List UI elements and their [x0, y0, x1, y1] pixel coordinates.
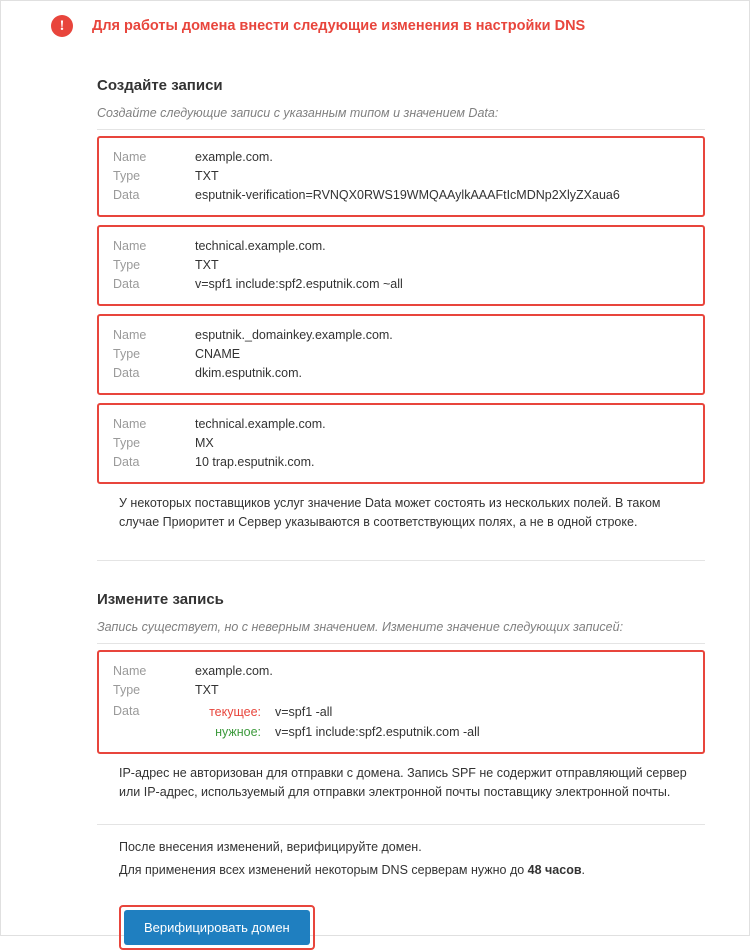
record-data-row — [113, 275, 691, 294]
record-data-label: Data — [113, 366, 140, 380]
verify-domain-button[interactable]: Верифицировать домен — [124, 910, 310, 945]
create-section-title: Создайте записи — [97, 77, 223, 94]
dns-record-1 — [97, 136, 705, 217]
alert-exclamation-icon: ! — [51, 15, 73, 37]
record-name-value: esputnik._domainkey.example.com. — [195, 328, 393, 342]
record-type-label: Type — [113, 258, 141, 272]
divider-footer — [97, 824, 705, 825]
create-section-subtitle: Создайте следующие записи с указанным типом и значением Data: — [97, 106, 499, 120]
record-data-label: Data — [113, 455, 140, 469]
record-data-row — [113, 453, 691, 472]
record-type-label: Type — [113, 436, 141, 450]
divider-middle — [97, 560, 705, 561]
record-name-value: example.com. — [195, 150, 273, 164]
record-data-value: v=spf1 include:spf2.esputnik.com ~all — [195, 277, 403, 291]
record-type-value: TXT — [195, 258, 219, 272]
record-name-value: technical.example.com. — [195, 239, 326, 253]
record-name-label: Name — [113, 417, 147, 431]
record-name-label: Name — [113, 150, 147, 164]
footer-line-2-bold: 48 часов — [527, 863, 582, 877]
record-current-row — [195, 702, 691, 722]
record-type-row — [113, 256, 691, 275]
record-name-value: example.com. — [195, 664, 273, 678]
change-section-note: IP-адрес не авторизован для отправки с домена. Запись SPF не содержит отправляющий сервер или IP-адрес, используемый для отправки электронной почты поставщику электронной почты. — [119, 766, 687, 799]
record-type-row — [113, 681, 691, 700]
footer-line-2-suffix: . — [581, 863, 586, 877]
record-data-value: dkim.esputnik.com. — [195, 366, 302, 380]
page-title: Для работы домена внести следующие изменения в настройки DNS — [92, 18, 586, 34]
record-type-value: CNAME — [195, 347, 241, 361]
divider-top — [97, 129, 705, 130]
record-type-label: Type — [113, 683, 141, 697]
record-name-label: Name — [113, 239, 147, 253]
create-section-note: У некоторых поставщиков услуг значение Data может состоять из нескольких полей. В таком случае Приоритет и Сервер указываются в соответствующих полях, а не в одной строке. — [119, 496, 661, 529]
dns-record-4 — [97, 403, 705, 484]
record-name-row — [113, 237, 691, 256]
record-name-label: Name — [113, 328, 147, 342]
record-name-row — [113, 415, 691, 434]
record-type-row — [113, 167, 691, 186]
record-needed-label: нужное: — [215, 725, 261, 739]
record-type-row — [113, 434, 691, 453]
record-type-value: TXT — [195, 683, 219, 697]
record-data-row — [113, 364, 691, 383]
record-data-value: esputnik-verification=RVNQX0RWS19WMQAAylkAAAFtIcMDNp2XlyZXaua6 — [195, 188, 620, 202]
dns-record-2 — [97, 225, 705, 306]
footer-line-1: После внесения изменений, верифицируйте домен. — [119, 840, 422, 854]
record-data-value: 10 trap.esputnik.com. — [195, 455, 315, 469]
content-area — [1, 77, 749, 950]
footer-line-2 — [119, 860, 705, 881]
record-type-label: Type — [113, 169, 141, 183]
record-type-label: Type — [113, 347, 141, 361]
dns-record-3 — [97, 314, 705, 395]
record-data-label: Data — [113, 704, 140, 718]
record-current-label: текущее: — [209, 705, 261, 719]
warning-header — [1, 1, 749, 47]
record-name-row — [113, 662, 691, 681]
record-type-row — [113, 345, 691, 364]
create-records-list — [97, 136, 705, 484]
record-data-row — [113, 186, 691, 205]
dns-record-change — [97, 650, 705, 754]
change-section-subtitle: Запись существует, но с неверным значением. Измените значение следующих записей: — [97, 620, 624, 634]
record-name-row — [113, 148, 691, 167]
record-type-value: MX — [195, 436, 214, 450]
record-name-value: technical.example.com. — [195, 417, 326, 431]
record-data-label: Data — [113, 188, 140, 202]
record-name-label: Name — [113, 664, 147, 678]
record-needed-row — [195, 722, 691, 742]
verify-button-highlight — [119, 905, 315, 950]
record-needed-value: v=spf1 include:spf2.esputnik.com -all — [275, 725, 480, 739]
record-name-row — [113, 326, 691, 345]
record-current-value: v=spf1 -all — [275, 705, 333, 719]
footer-line-2-prefix: Для применения всех изменений некоторым DNS серверам нужно до — [119, 863, 528, 877]
record-type-value: TXT — [195, 169, 219, 183]
divider-change — [97, 643, 705, 644]
change-section-title: Измените запись — [97, 591, 224, 608]
record-data-label: Data — [113, 277, 140, 291]
